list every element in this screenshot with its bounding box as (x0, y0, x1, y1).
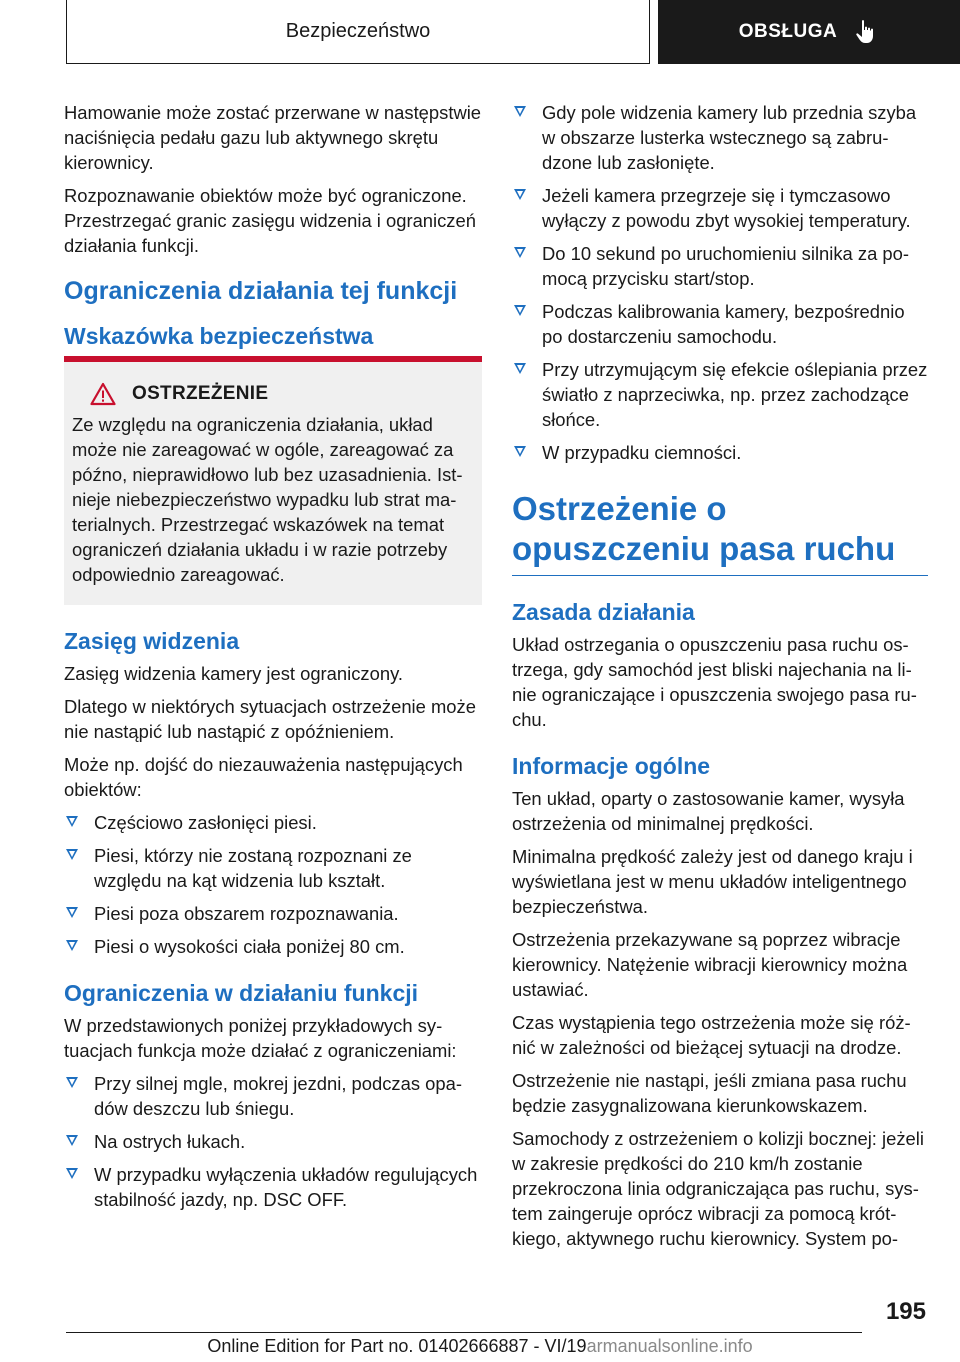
footer (0, 1336, 960, 1357)
heading-lane-departure-warning: Ostrzeżenie o opuszczeniu pasa ruchu (512, 489, 928, 576)
paragraph: Ten układ, oparty o zastosowanie kamer, wysyła ostrzeżenia od minimalnej prędkości. (512, 788, 905, 834)
list-item: W przypadku wyłączenia układów regulujących stabilność jazdy, np. DSC OFF. (64, 1162, 482, 1212)
watermark-text: armanualsonline.info (586, 1336, 753, 1356)
section-title: Bezpieczeństwo (285, 20, 431, 42)
paragraph: Minimalna prędkość zależy jest od danego kraju i wyświetlana jest w menu układów inteligentnego bezpieczeństwa. (512, 846, 913, 917)
triangle-bullet-icon (66, 849, 78, 860)
paragraph: Hamowanie może zostać przerwane w następstwie naciśnięcia pedału gazu lub aktywnego skrętu kierownicy. (64, 102, 482, 173)
heading-function-limits: Ograniczenia działania tej funkcji (64, 277, 458, 305)
triangle-bullet-icon (66, 1135, 78, 1146)
heading-principle: Zasada działania (512, 599, 695, 625)
hand-pointer-icon (855, 19, 879, 45)
limits-list-continued (512, 100, 928, 465)
edition-text: Online Edition for Part no. 01402666887 - VI/19 (207, 1336, 587, 1356)
paragraph: Rozpoznawanie obiektów może być ograniczone. Przestrzegać granic zasięgu widzenia i ograniczeń działania funkcji. (64, 185, 476, 256)
warning-box (64, 356, 482, 605)
list-item: Piesi poza obszarem rozpoznawania. (64, 901, 482, 926)
triangle-bullet-icon (66, 1077, 78, 1088)
list-item: Gdy pole widzenia kamery lub przednia szyba w obszarze lusterka wstecznego są zabrudzone lub zasłonięte. (512, 100, 928, 175)
list-item: Podczas kalibrowania kamery, bezpośrednio po dostarczeniu samochodu. (512, 299, 928, 349)
limits-list (64, 1071, 482, 1212)
chapter-title: OBSŁUGA (738, 21, 838, 42)
paragraph: Dlatego w niektórych sytuacjach ostrzeżenie może nie nastąpić lub nastąpić z opóźnieniem. (64, 696, 476, 742)
list-item: Przy utrzymującym się efekcie oślepiania przez światło z naprzeciwka, np. przez zachodzące słońce. (512, 357, 928, 432)
paragraph: Układ ostrzegania o opuszczeniu pasa ruchu ostrzega, gdy samochód jest bliski najechania na linie ograniczające i opuszczenia swojego pasa ruchu. (512, 634, 917, 730)
heading-operating-limits: Ograniczenia w działaniu funkcji (64, 980, 419, 1006)
list-item: Jeżeli kamera przegrzeje się i tymczasowo wyłączy z powodu zbyt wysokiej temperatury. (512, 183, 928, 233)
list-item: Piesi, którzy nie zostaną rozpoznani ze względu na kąt widzenia lub kształt. (64, 843, 482, 893)
paragraph: W przedstawionych poniżej przykładowych sytuacjach funkcja może działać z ograniczeniami: (64, 1015, 457, 1061)
paragraph: Ostrzeżenie nie nastąpi, jeśli zmiana pasa ruchu będzie zasygnalizowana kierunkowskazem. (512, 1070, 907, 1116)
warning-triangle-icon (90, 382, 116, 406)
paragraph: Ostrzeżenia przekazywane są poprzez wibracje kierownicy. Natężenie wibracji kierownicy można ustawiać. (512, 929, 908, 1000)
heading-general-info: Informacje ogólne (512, 753, 711, 779)
triangle-bullet-icon (66, 816, 78, 827)
list-item: Przy silnej mgle, mokrej jezdni, podczas opadów deszczu lub śniegu. (64, 1071, 482, 1121)
list-item: Częściowo zasłonięci piesi. (64, 810, 482, 835)
triangle-bullet-icon (514, 106, 526, 117)
triangle-bullet-icon (514, 189, 526, 200)
triangle-bullet-icon (66, 940, 78, 951)
triangle-bullet-icon (514, 305, 526, 316)
paragraph: Samochody z ostrzeżeniem o kolizji bocznej: jeżeli w zakresie prędkości do 210 km/h zostanie przekroczona linia odgraniczająca pas ruchu, system zaingeruje oprócz wibracji za pomocą krótkiego, aktywnego ruchu kierownicy. System po- (512, 1128, 924, 1249)
heading-field-of-view: Zasięg widzenia (64, 628, 240, 654)
footer-divider (66, 1332, 862, 1333)
range-list (64, 810, 482, 959)
left-column (64, 100, 482, 1220)
heading-safety-note: Wskazówka bezpieczeństwa (64, 323, 374, 349)
warning-title: OSTRZEŻENIE (132, 383, 269, 404)
triangle-bullet-icon (514, 363, 526, 374)
triangle-bullet-icon (66, 907, 78, 918)
section-tab (66, 0, 650, 64)
chapter-tab (658, 0, 960, 64)
list-item: Piesi o wysokości ciała poniżej 80 cm. (64, 934, 482, 959)
right-column (512, 100, 928, 1259)
list-item: Do 10 sekund po uruchomieniu silnika za pomocą przycisku start/stop. (512, 241, 928, 291)
page-number: 195 (885, 1298, 926, 1325)
warning-text: Ze względu na ograniczenia działania, układ może nie zareagować w ogóle, zareagować za późno, nieprawidłowo lub bez uzasadnienia. Istnieje niebezpieczeństwo wypadku lub strat materialnych. Przestrzegać wskazówek na temat ograniczeń działania układu i w razie potrzeby odpowiednio zareagować. (72, 414, 463, 585)
paragraph: Może np. dojść do niezauważenia następujących obiektów: (64, 754, 463, 800)
paragraph: Czas wystąpienia tego ostrzeżenia może się różnić w zależności od bieżącej sytuacji na drodze. (512, 1012, 911, 1058)
triangle-bullet-icon (514, 247, 526, 258)
list-item: Na ostrych łukach. (64, 1129, 482, 1154)
paragraph: Zasięg widzenia kamery jest ograniczony. (64, 663, 404, 684)
list-item: W przypadku ciemności. (512, 440, 928, 465)
warning-header (90, 382, 474, 406)
triangle-bullet-icon (514, 446, 526, 457)
triangle-bullet-icon (66, 1168, 78, 1179)
